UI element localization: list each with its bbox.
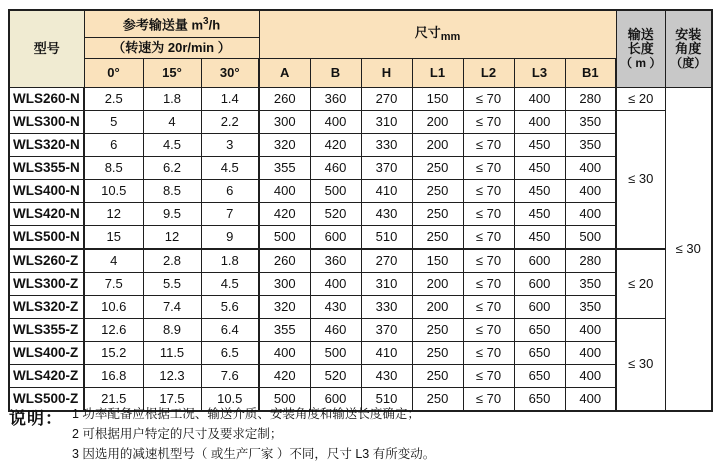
column-header-0deg: 0° <box>84 59 143 88</box>
value-cell: ≤ 70 <box>463 342 514 365</box>
value-cell: 12.3 <box>143 365 201 388</box>
value-cell: ≤ 70 <box>463 249 514 273</box>
value-cell: 4.5 <box>201 273 259 296</box>
value-cell: 4.5 <box>143 134 201 157</box>
value-cell: 7.4 <box>143 296 201 319</box>
value-cell: 5 <box>84 111 143 134</box>
value-cell: 7 <box>201 203 259 226</box>
table-row <box>9 319 712 342</box>
value-cell: 320 <box>259 296 310 319</box>
value-cell: 4 <box>84 249 143 273</box>
note-item: 1 功率配备应根据工况、输送介质、安装角度和输送长度确定； <box>72 407 420 421</box>
column-header-install-angle: 安装 角度 （度） <box>665 10 712 88</box>
value-cell: 200 <box>412 134 463 157</box>
value-cell: 355 <box>259 157 310 180</box>
table-row <box>9 111 712 134</box>
value-cell: 350 <box>565 273 616 296</box>
value-cell: 250 <box>412 226 463 250</box>
length-unit: （ m ） <box>620 56 662 71</box>
value-cell: 12 <box>84 203 143 226</box>
table-body <box>9 88 712 412</box>
value-cell: 500 <box>565 226 616 250</box>
value-cell: 430 <box>361 365 412 388</box>
column-header-15deg: 15° <box>143 59 201 88</box>
value-cell: 250 <box>412 342 463 365</box>
value-cell: ≤ 70 <box>463 88 514 111</box>
table-row <box>9 226 712 250</box>
value-cell: 300 <box>259 111 310 134</box>
table-row <box>9 134 712 157</box>
capacity-title: 参考输送量 m <box>122 17 204 33</box>
value-cell: 330 <box>361 296 412 319</box>
value-cell: ≤ 70 <box>463 273 514 296</box>
value-cell: 12 <box>143 226 201 250</box>
column-header-L3: L3 <box>514 59 565 88</box>
value-cell: 410 <box>361 180 412 203</box>
model-cell: WLS420-N <box>9 203 84 226</box>
value-cell: 200 <box>412 273 463 296</box>
model-cell: WLS400-Z <box>9 342 84 365</box>
model-cell: WLS355-Z <box>9 319 84 342</box>
value-cell: 400 <box>259 180 310 203</box>
value-cell: 4 <box>143 111 201 134</box>
model-cell: WLS500-N <box>9 226 84 250</box>
value-cell: 400 <box>310 111 361 134</box>
table-row <box>9 296 712 319</box>
value-cell: 270 <box>361 249 412 273</box>
column-header-L2: L2 <box>463 59 514 88</box>
value-cell: 15 <box>84 226 143 250</box>
value-cell: ≤ 70 <box>463 111 514 134</box>
value-cell: ≤ 70 <box>463 319 514 342</box>
value-cell: 430 <box>310 296 361 319</box>
value-cell: ≤ 70 <box>463 157 514 180</box>
note-item: 3 因选用的减速机型号（ 或生产厂家 ）不同，尺寸 L3 有所变动。 <box>72 447 436 461</box>
model-cell: WLS300-N <box>9 111 84 134</box>
value-cell: 360 <box>310 88 361 111</box>
table-header <box>9 10 712 88</box>
value-cell: 450 <box>514 226 565 250</box>
model-cell: WLS355-N <box>9 157 84 180</box>
value-cell: 360 <box>310 249 361 273</box>
model-cell: WLS320-N <box>9 134 84 157</box>
value-cell: 1.8 <box>143 88 201 111</box>
column-header-A: A <box>259 59 310 88</box>
value-cell: 4.5 <box>201 157 259 180</box>
table-row <box>9 157 712 180</box>
speed-note: （转速为 20r/min ） <box>84 38 259 59</box>
value-cell: 11.5 <box>143 342 201 365</box>
value-cell: 310 <box>361 273 412 296</box>
value-cell: 370 <box>361 319 412 342</box>
value-cell: 330 <box>361 134 412 157</box>
value-cell: 300 <box>259 273 310 296</box>
value-cell: 7.5 <box>84 273 143 296</box>
value-cell: 410 <box>361 342 412 365</box>
value-cell: 5.5 <box>143 273 201 296</box>
value-cell: 400 <box>565 203 616 226</box>
value-cell: 2.8 <box>143 249 201 273</box>
value-cell: 16.8 <box>84 365 143 388</box>
value-cell: 17.5 <box>143 388 201 412</box>
value-cell: 650 <box>514 388 565 412</box>
notes-list <box>72 402 435 464</box>
value-cell: 355 <box>259 319 310 342</box>
table-row <box>9 273 712 296</box>
column-header-model: 型号 <box>9 10 84 88</box>
install-angle-cell: ≤ 30 <box>665 88 712 412</box>
notes-label: 说明： <box>9 409 63 428</box>
value-cell: 280 <box>565 88 616 111</box>
column-header-L1: L1 <box>412 59 463 88</box>
dimensions-title: 尺寸 <box>414 24 441 40</box>
value-cell: 12.6 <box>84 319 143 342</box>
value-cell: ≤ 70 <box>463 134 514 157</box>
table-row <box>9 342 712 365</box>
value-cell: 600 <box>514 296 565 319</box>
value-cell: 200 <box>412 111 463 134</box>
conveying-length-cell: ≤ 30 <box>616 319 665 412</box>
capacity-unit: /h <box>208 17 221 33</box>
value-cell: 400 <box>259 342 310 365</box>
value-cell: ≤ 70 <box>463 365 514 388</box>
value-cell: 600 <box>310 226 361 250</box>
value-cell: 250 <box>412 365 463 388</box>
column-header-conveying-length: 输送 长度 （ m ） <box>616 10 665 88</box>
value-cell: 250 <box>412 157 463 180</box>
value-cell: 510 <box>361 226 412 250</box>
column-group-capacity <box>84 10 259 38</box>
value-cell: ≤ 70 <box>463 296 514 319</box>
value-cell: 450 <box>514 134 565 157</box>
value-cell: 250 <box>412 388 463 412</box>
value-cell: 350 <box>565 134 616 157</box>
value-cell: 400 <box>565 157 616 180</box>
value-cell: 10.5 <box>84 180 143 203</box>
value-cell: 150 <box>412 88 463 111</box>
conveying-length-cell: ≤ 20 <box>616 88 665 111</box>
value-cell: 650 <box>514 342 565 365</box>
value-cell: 320 <box>259 134 310 157</box>
column-header-B1: B1 <box>565 59 616 88</box>
value-cell: 600 <box>514 273 565 296</box>
value-cell: 420 <box>259 365 310 388</box>
column-header-B: B <box>310 59 361 88</box>
value-cell: 600 <box>514 249 565 273</box>
column-header-30deg: 30° <box>201 59 259 88</box>
value-cell: 400 <box>310 273 361 296</box>
value-cell: 520 <box>310 365 361 388</box>
value-cell: 21.5 <box>84 388 143 412</box>
value-cell: 260 <box>259 88 310 111</box>
value-cell: 5.6 <box>201 296 259 319</box>
value-cell: 450 <box>514 180 565 203</box>
value-cell: 10.6 <box>84 296 143 319</box>
value-cell: 250 <box>412 319 463 342</box>
value-cell: 500 <box>310 342 361 365</box>
value-cell: 2.2 <box>201 111 259 134</box>
value-cell: 510 <box>361 388 412 412</box>
value-cell: 400 <box>565 342 616 365</box>
value-cell: 500 <box>310 180 361 203</box>
value-cell: 200 <box>412 296 463 319</box>
value-cell: 400 <box>514 88 565 111</box>
value-cell: 400 <box>565 180 616 203</box>
value-cell: 8.5 <box>84 157 143 180</box>
dimensions-unit: mm <box>440 30 461 43</box>
value-cell: 370 <box>361 157 412 180</box>
value-cell: 400 <box>565 365 616 388</box>
value-cell: 500 <box>259 388 310 412</box>
value-cell: 7.6 <box>201 365 259 388</box>
table-row <box>9 180 712 203</box>
value-cell: 250 <box>412 180 463 203</box>
value-cell: 310 <box>361 111 412 134</box>
value-cell: 150 <box>412 249 463 273</box>
value-cell: 260 <box>259 249 310 273</box>
model-cell: WLS500-Z <box>9 388 84 412</box>
conveyor-spec-table <box>8 9 713 412</box>
value-cell: 400 <box>514 111 565 134</box>
value-cell: 280 <box>565 249 616 273</box>
value-cell: 400 <box>565 388 616 412</box>
value-cell: 9 <box>201 226 259 250</box>
value-cell: 460 <box>310 319 361 342</box>
table-row <box>9 88 712 111</box>
value-cell: ≤ 70 <box>463 203 514 226</box>
note-item: 2 可根据用户特定的尺寸及要求定制； <box>72 427 283 441</box>
value-cell: 6 <box>84 134 143 157</box>
column-header-H: H <box>361 59 412 88</box>
value-cell: 10.5 <box>201 388 259 412</box>
model-cell: WLS260-N <box>9 88 84 111</box>
capacity-superscript: 3 <box>203 15 209 27</box>
table-row <box>9 365 712 388</box>
model-cell: WLS420-Z <box>9 365 84 388</box>
value-cell: 250 <box>412 203 463 226</box>
angle-unit: （度） <box>670 56 707 71</box>
value-cell: 1.4 <box>201 88 259 111</box>
model-cell: WLS400-N <box>9 180 84 203</box>
value-cell: 450 <box>514 157 565 180</box>
value-cell: 430 <box>361 203 412 226</box>
value-cell: 6.2 <box>143 157 201 180</box>
value-cell: 6 <box>201 180 259 203</box>
value-cell: 8.9 <box>143 319 201 342</box>
value-cell: 6.5 <box>201 342 259 365</box>
value-cell: 650 <box>514 365 565 388</box>
value-cell: 350 <box>565 296 616 319</box>
value-cell: 450 <box>514 203 565 226</box>
value-cell: 500 <box>259 226 310 250</box>
value-cell: 420 <box>259 203 310 226</box>
value-cell: 2.5 <box>84 88 143 111</box>
value-cell: 460 <box>310 157 361 180</box>
value-cell: 3 <box>201 134 259 157</box>
value-cell: 420 <box>310 134 361 157</box>
model-cell: WLS260-Z <box>9 249 84 273</box>
value-cell: 1.8 <box>201 249 259 273</box>
notes-section <box>9 402 435 464</box>
value-cell: 8.5 <box>143 180 201 203</box>
value-cell: ≤ 70 <box>463 388 514 412</box>
table-row <box>9 249 712 273</box>
value-cell: 650 <box>514 319 565 342</box>
column-group-dimensions <box>259 10 616 59</box>
conveying-length-cell: ≤ 20 <box>616 249 665 319</box>
conveying-length-cell: ≤ 30 <box>616 111 665 250</box>
model-cell: WLS300-Z <box>9 273 84 296</box>
value-cell: 6.4 <box>201 319 259 342</box>
value-cell: 9.5 <box>143 203 201 226</box>
model-cell: WLS320-Z <box>9 296 84 319</box>
table-row <box>9 203 712 226</box>
value-cell: 350 <box>565 111 616 134</box>
value-cell: ≤ 70 <box>463 180 514 203</box>
value-cell: 600 <box>310 388 361 412</box>
value-cell: 400 <box>565 319 616 342</box>
value-cell: 520 <box>310 203 361 226</box>
value-cell: 270 <box>361 88 412 111</box>
value-cell: ≤ 70 <box>463 226 514 250</box>
value-cell: 15.2 <box>84 342 143 365</box>
